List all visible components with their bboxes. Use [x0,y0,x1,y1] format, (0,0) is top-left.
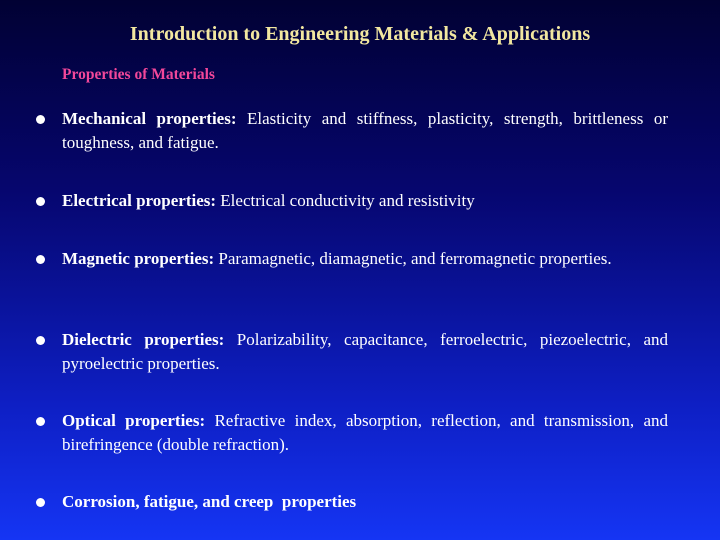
bullet-text: Refractive index, absorption, reflection, and transmission, and birefringence (double refraction). [62,411,668,454]
bullet-text: Paramagnetic, diamagnetic, and ferromagnetic properties. [214,249,612,268]
slide-subtitle: Properties of Materials [62,66,215,83]
bullet-text: Elasticity and stiffness, plasticity, strength, brittleness or toughness, and fatigue. [62,109,668,152]
bullet-dot-icon [36,115,45,124]
bullet-dot-icon [36,197,45,206]
bullet-heading: Mechanical properties: [62,109,237,128]
bullet-corrosion [62,490,668,514]
bullet-dot-icon [36,417,45,426]
bullet-dielectric [62,328,668,376]
bullet-optical [62,409,668,457]
bullet-heading: Electrical properties: [62,191,217,210]
bullet-dot-icon [36,336,45,345]
bullet-text: Electrical conductivity and resistivity [216,191,475,210]
bullet-magnetic [62,247,668,271]
bullet-heading: Optical properties: [62,411,206,430]
bullet-electrical [62,189,668,213]
bullet-heading: Corrosion, fatigue, and creep properties [62,492,357,511]
bullet-mechanical [62,107,668,155]
bullet-dot-icon [36,255,45,264]
bullet-dot-icon [36,498,45,507]
bullet-text: Polarizability, capacitance, ferroelectric, piezoelectric, and pyroelectric properties. [62,330,668,373]
slide-title: Introduction to Engineering Materials & Applications [129,23,591,45]
bullet-heading: Dielectric properties: [62,330,225,349]
bullet-heading: Magnetic properties: [62,249,215,268]
